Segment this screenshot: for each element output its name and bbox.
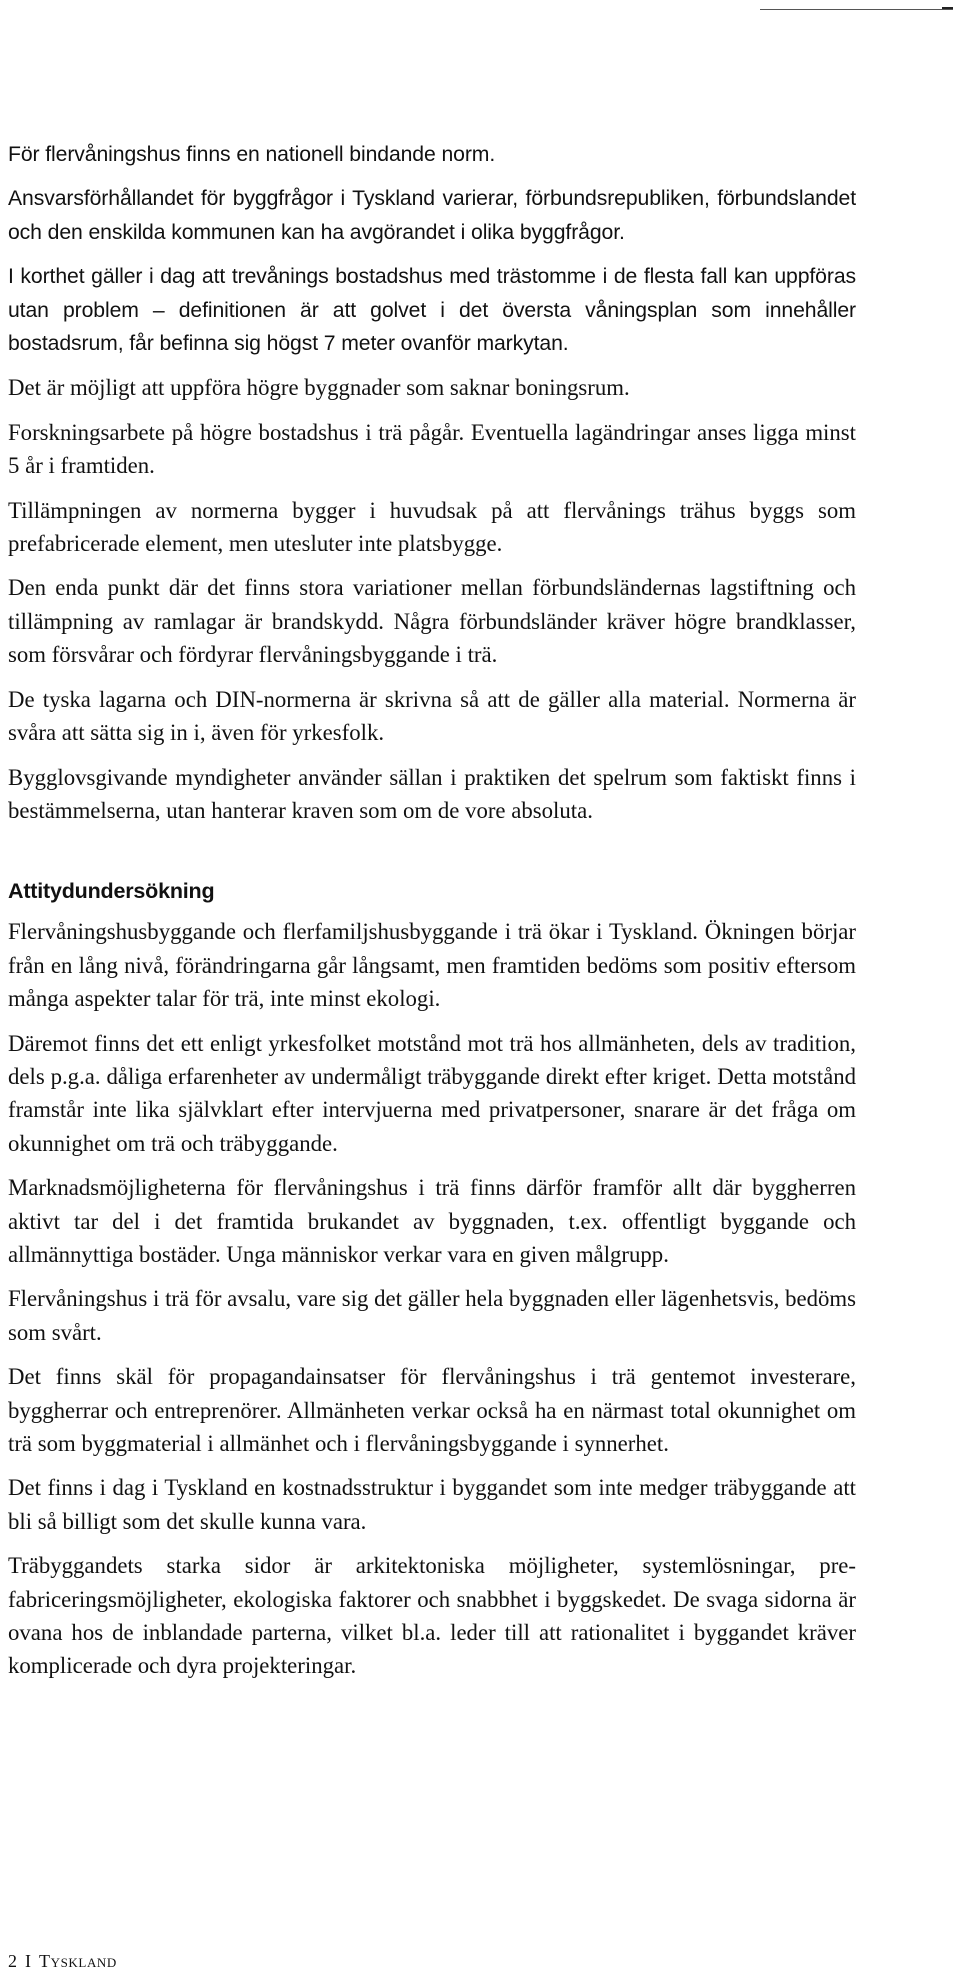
body-paragraph: De tyska lagarna och DIN-normerna är skrivna så att de gäller alla material. Normerna är svåra att sätta sig in i, även för yrkesfolk.	[8, 686, 856, 746]
body-paragraph: Det finns i dag i Tyskland en kostnadsstruktur i byggandet som inte medger träbyggande att bli så billigt som det skulle kunna vara.	[8, 1475, 856, 1534]
body-paragraph: Det är möjligt att uppföra högre byggnader som saknar boningsrum.	[8, 375, 630, 401]
body-paragraph: Den enda punkt där det finns stora variationer mellan förbundsländernas lagstiftning och tillämpning av ramlagar är brandskydd. Några förbundsländer kräver högre brandklasser, som försvårar och fördyrar flervåningsbyggande i trä.	[8, 575, 856, 668]
body-paragraph: Flervåningshus i trä för avsalu, vare sig det gäller hela byggnaden eller lägenhetsvis, bedöms som svårt.	[8, 1286, 856, 1345]
page-body	[8, 138, 856, 1694]
page-footer	[8, 1950, 117, 1972]
running-title: Tyskland	[39, 1951, 117, 1971]
body-paragraph: Flervåningshusbyggande och flerfamiljshusbyggande i trä ökar i Tyskland. Ökningen börjar från en lång nivå, förändringarna går långsamt, men framtiden bedöms som positiv eftersom många aspekter talar för trä, inte minst ekologi.	[8, 919, 856, 1012]
body-paragraph: Ansvarsförhållandet för byggfrågor i Tyskland varierar, förbundsrepubliken, förbundslandet och den enskilda kommunen kan ha avgörandet i olika byggfrågor.	[8, 187, 856, 244]
body-paragraph: Träbyggandets starka sidor är arkitektoniska möjligheter, systemlösningar, prefabriceringsmöjligheter, ekologiska faktorer och snabbhet i byggskedet. De svaga sidorna är ovana hos de inblandade parterna, vilket bl.a. leder till att rationalitet i byggandet kräver komplicerade och dyra projekteringar.	[8, 1553, 856, 1679]
section-paragraphs	[8, 915, 856, 1683]
footer-separator: I	[25, 1951, 31, 1971]
body-paragraph: Bygglovsgivande myndigheter använder sällan i praktiken det spelrum som faktiskt finns i bestämmelserna, utan hanterar kraven som om de vore absoluta.	[8, 764, 856, 823]
body-paragraph: I korthet gäller i dag att trevånings bostadshus med trästomme i de flesta fall kan uppföras utan problem – definitionen är att golvet i det översta våningsplan som innehåller bostadsrum, får befinna sig högst 7 meter ovanför markytan.	[8, 265, 856, 356]
page-number: 2	[8, 1951, 17, 1971]
body-paragraph: Det finns skäl för propagandainsatser för flervåningshus i trä gentemot investerare, byggherrar och entreprenörer. Allmänheten verkar också ha en närmast total okunnighet om trä som byggmaterial i allmänhet och i flervåningsbyggande i synnerhet.	[8, 1364, 856, 1456]
body-paragraph: Marknadsmöjligheterna för flervåningshus i trä finns därför framför allt där byggherren aktivt tar del i det framtida brukandet av byggnaden, t.ex. offentligt byggande och allmännyttiga bostäder. Unga människor verkar vara en given målgrupp.	[8, 1175, 856, 1267]
intro-paragraphs	[8, 138, 856, 827]
top-rule	[760, 9, 953, 10]
body-paragraph: Däremot finns det ett enligt yrkesfolket motstånd mot trä hos allmänheten, dels av tradition, dels p.g.a. dåliga erfarenheter av undermåligt träbyggande direkt efter kriget. Detta motstånd framstår inte lika självklart efter intervjuerna med privatpersoner, snarare är det fråga om okunnighet om trä och träbyggande.	[8, 1030, 856, 1156]
top-rule-cap	[942, 7, 953, 9]
section-heading: Attitydundersökning	[8, 879, 215, 904]
body-paragraph: Tillämpningen av normerna bygger i huvudsak på att flervånings trähus byggs som prefabricerade element, men utesluter inte platsbygge.	[8, 497, 856, 557]
body-paragraph: För flervåningshus finns en nationell bindande norm.	[8, 143, 496, 166]
body-paragraph: Forskningsarbete på högre bostadshus i trä pågår. Eventuella lagändringar anses ligga minst 5 år i framtiden.	[8, 419, 856, 479]
